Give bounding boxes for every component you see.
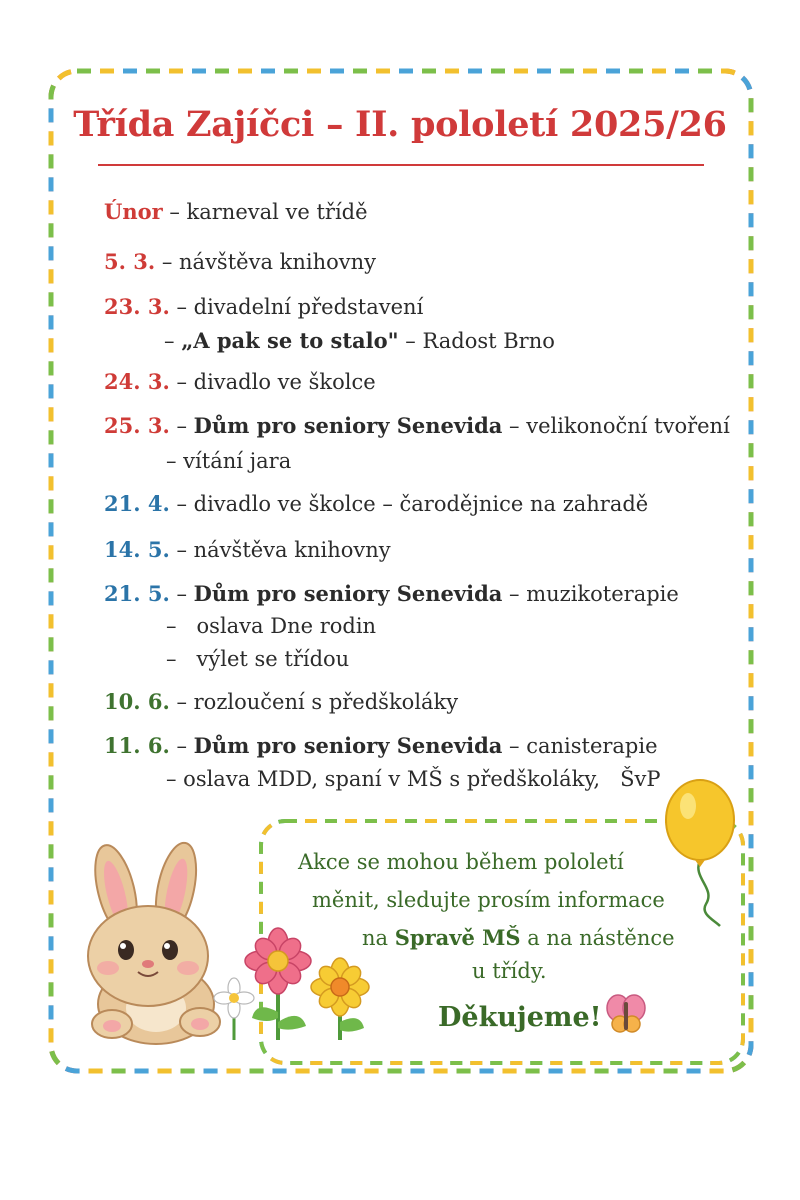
event-1106-detail: – oslava MDD, spaní v MŠ s předškoláky, ŠvP <box>166 767 661 791</box>
event-place: Dům pro seniory Senevida <box>193 581 503 606</box>
event-text: – velikonoční tvoření <box>502 414 730 438</box>
event-text: – divadlo ve školce – čarodějnice na zahradě <box>169 492 649 516</box>
balloon-illustration <box>662 778 742 928</box>
event-1006 <box>104 689 458 715</box>
note-line-1: Akce se mohou během pololetí <box>298 850 624 874</box>
note-line-4: u třídy. <box>472 959 547 983</box>
event-2503-detail: – vítání jara <box>166 449 292 473</box>
event-2105: 21. 5. – Dům pro seniory Senevida – muzikoterapie <box>104 581 679 606</box>
event-date: Únor <box>104 199 163 224</box>
event-date: 21. 4. <box>104 491 170 516</box>
event-2104 <box>104 491 648 517</box>
event-0503 <box>104 249 376 275</box>
event-1106: 11. 6. – Dům pro seniory Senevida – canisterapie <box>104 733 658 758</box>
event-2105-detail-1: – oslava Dne rodin <box>166 614 377 638</box>
event-place: Dům pro seniory Senevida <box>193 733 503 758</box>
event-date: 14. 5. <box>104 537 170 562</box>
event-2303 <box>104 294 423 320</box>
event-feb <box>104 199 368 225</box>
event-date: 11. 6. <box>104 733 170 758</box>
title-underline <box>98 164 704 166</box>
event-date: 25. 3. <box>104 413 170 438</box>
flowers-illustration <box>212 922 382 1042</box>
event-date: 23. 3. <box>104 294 170 319</box>
event-date: 10. 6. <box>104 689 170 714</box>
event-date: 21. 5. <box>104 581 170 606</box>
event-text: – canisterapie <box>502 734 658 758</box>
event-place: Dům pro seniory Senevida <box>193 413 503 438</box>
event-text: – návštěva knihovny <box>155 250 377 274</box>
note-line-2: měnit, sledujte prosím informace <box>312 888 665 912</box>
event-text: – divadlo ve školce <box>169 370 376 394</box>
event-text: – karneval ve třídě <box>162 200 368 224</box>
note-line-3: na Spravě MŠ a na nástěnce <box>362 925 675 950</box>
event-text: – rozloučení s předškoláky <box>169 690 459 714</box>
event-2403 <box>104 369 376 395</box>
butterfly-icon <box>598 992 654 1036</box>
event-2303-detail: – „A pak se to stalo" – Radost Brno <box>164 328 555 353</box>
page-title: Třída Zajíčci – II. pololetí 2025/26 <box>73 104 727 145</box>
event-text: – muzikoterapie <box>502 582 679 606</box>
play-title: „A pak se to stalo" <box>181 328 399 353</box>
event-date: 24. 3. <box>104 369 170 394</box>
event-2105-detail-2: – výlet se třídou <box>166 647 350 671</box>
play-company: – Radost Brno <box>398 329 555 353</box>
thanks-text: Děkujeme! <box>438 1002 602 1033</box>
event-1405 <box>104 537 391 563</box>
event-2503: 25. 3. – Dům pro seniory Senevida – velikonoční tvoření <box>104 413 730 438</box>
event-text: – divadelní představení <box>169 295 424 319</box>
event-text: – návštěva knihovny <box>169 538 391 562</box>
note-highlight: Spravě MŠ <box>394 925 521 950</box>
event-date: 5. 3. <box>104 249 156 274</box>
